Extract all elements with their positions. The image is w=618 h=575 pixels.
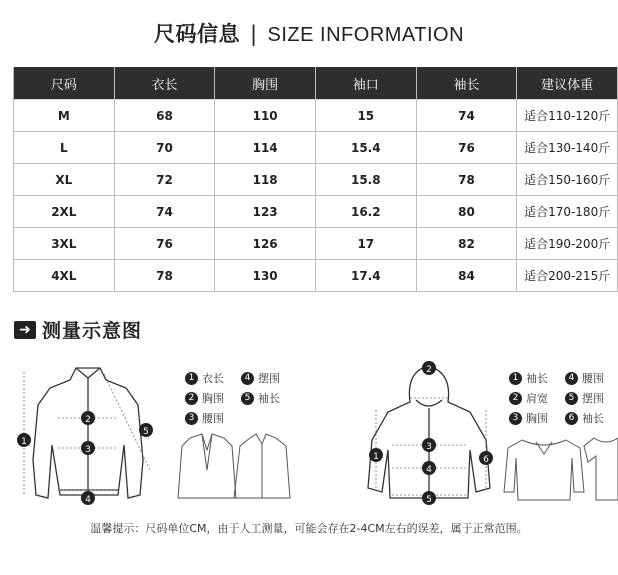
legend-item [509,410,565,426]
header-length: 衣长 [114,67,215,100]
cell: 适合200-215斤 [517,260,618,292]
legend-item [509,390,565,406]
page-title [0,18,618,48]
legend-label: 摆围 [582,392,604,405]
cell: 68 [114,100,215,132]
legend-label: 腰围 [202,412,224,425]
cell: 72 [114,164,215,196]
legend-label: 袖长 [258,392,280,405]
cell: 118 [215,164,316,196]
cell: 110 [215,100,316,132]
cell: 15 [315,100,416,132]
cell: 78 [114,260,215,292]
legend-right [509,368,618,428]
marker-number: 3 [426,442,432,452]
jacket-illustration [33,368,143,498]
cell: 70 [114,132,215,164]
legend-label: 摆围 [258,372,280,385]
legend-item [509,370,565,386]
legend-number: 4 [565,372,578,385]
marker-number: 4 [85,495,91,505]
cell: 17 [315,228,416,260]
cell: L [14,132,115,164]
legend-number: 4 [241,372,254,385]
cell: 76 [416,132,517,164]
legend-label: 胸围 [202,392,224,405]
legend-number: 1 [509,372,522,385]
shirt-thumbnails [504,438,618,500]
legend-label: 胸围 [526,412,548,425]
legend-item [185,390,241,406]
cell: 126 [215,228,316,260]
legend-number: 2 [509,392,522,405]
legend-label: 衣长 [202,372,224,385]
cell: 适合130-140斤 [517,132,618,164]
size-table [13,67,618,292]
cell: 76 [114,228,215,260]
cell: 80 [416,196,517,228]
marker-number: 2 [85,415,91,425]
legend-number: 2 [185,392,198,405]
legend-left [185,368,297,428]
header-sleeve: 袖长 [416,67,517,100]
legend-item [565,370,618,386]
marker-number: 4 [426,465,432,475]
legend-label: 袖长 [526,372,548,385]
marker-number: 5 [426,495,432,505]
markers-left [17,411,153,505]
cell: M [14,100,115,132]
legend-label: 袖长 [582,412,604,425]
table-row [14,132,618,164]
legend-item [565,410,618,426]
cell: 82 [416,228,517,260]
cell: 16.2 [315,196,416,228]
hoodie-illustration [368,366,490,498]
blazer-thumbnails [178,434,290,498]
measure-lines-left [24,372,150,495]
cell: 15.8 [315,164,416,196]
cell: 适合150-160斤 [517,164,618,196]
header-size: 尺码 [14,67,115,100]
legend-item [241,370,297,386]
legend-number: 3 [509,412,522,425]
cell: 4XL [14,260,115,292]
legend-label: 肩宽 [526,392,548,405]
marker-number: 1 [21,437,27,447]
cell: 78 [416,164,517,196]
title-cn: 尺码信息 [153,22,240,46]
table-header-row [14,67,618,100]
section-title: 测量示意图 [42,320,143,342]
cell: 15.4 [315,132,416,164]
legend-number: 6 [565,412,578,425]
title-separator: | [249,22,258,46]
cell: 适合190-200斤 [517,228,618,260]
cell: 84 [416,260,517,292]
legend-number: 1 [185,372,198,385]
table-row [14,228,618,260]
table-row [14,260,618,292]
cell: 74 [114,196,215,228]
table-row [14,196,618,228]
header-cuff: 袖口 [315,67,416,100]
legend-item [241,390,297,406]
table-row [14,100,618,132]
legend-number: 3 [185,412,198,425]
cell: 17.4 [315,260,416,292]
legend-item [185,370,241,386]
marker-number: 6 [483,455,489,465]
cell: 114 [215,132,316,164]
cell: 适合170-180斤 [517,196,618,228]
cell: 130 [215,260,316,292]
cell: 2XL [14,196,115,228]
header-weight: 建议体重 [517,67,618,100]
legend-item [565,390,618,406]
cell: XL [14,164,115,196]
cell: 3XL [14,228,115,260]
legend-label: 腰围 [582,372,604,385]
measurement-section-heading [14,316,142,343]
measurement-note: 温馨提示：尺码单位CM，由于人工测量，可能会存在2-4CM左右的误差，属于正常范围。 [90,522,528,535]
header-chest: 胸围 [215,67,316,100]
marker-number: 1 [373,452,379,462]
cell: 74 [416,100,517,132]
legend-item [185,410,241,426]
marker-number: 3 [85,445,91,455]
cell: 适合110-120斤 [517,100,618,132]
marker-number: 2 [426,365,432,375]
arrow-right-icon: ➜ [14,321,36,339]
marker-number: 5 [143,427,149,437]
legend-number: 5 [565,392,578,405]
title-en: SIZE INFORMATION [267,24,465,46]
legend-number: 5 [241,392,254,405]
table-row [14,164,618,196]
cell: 123 [215,196,316,228]
